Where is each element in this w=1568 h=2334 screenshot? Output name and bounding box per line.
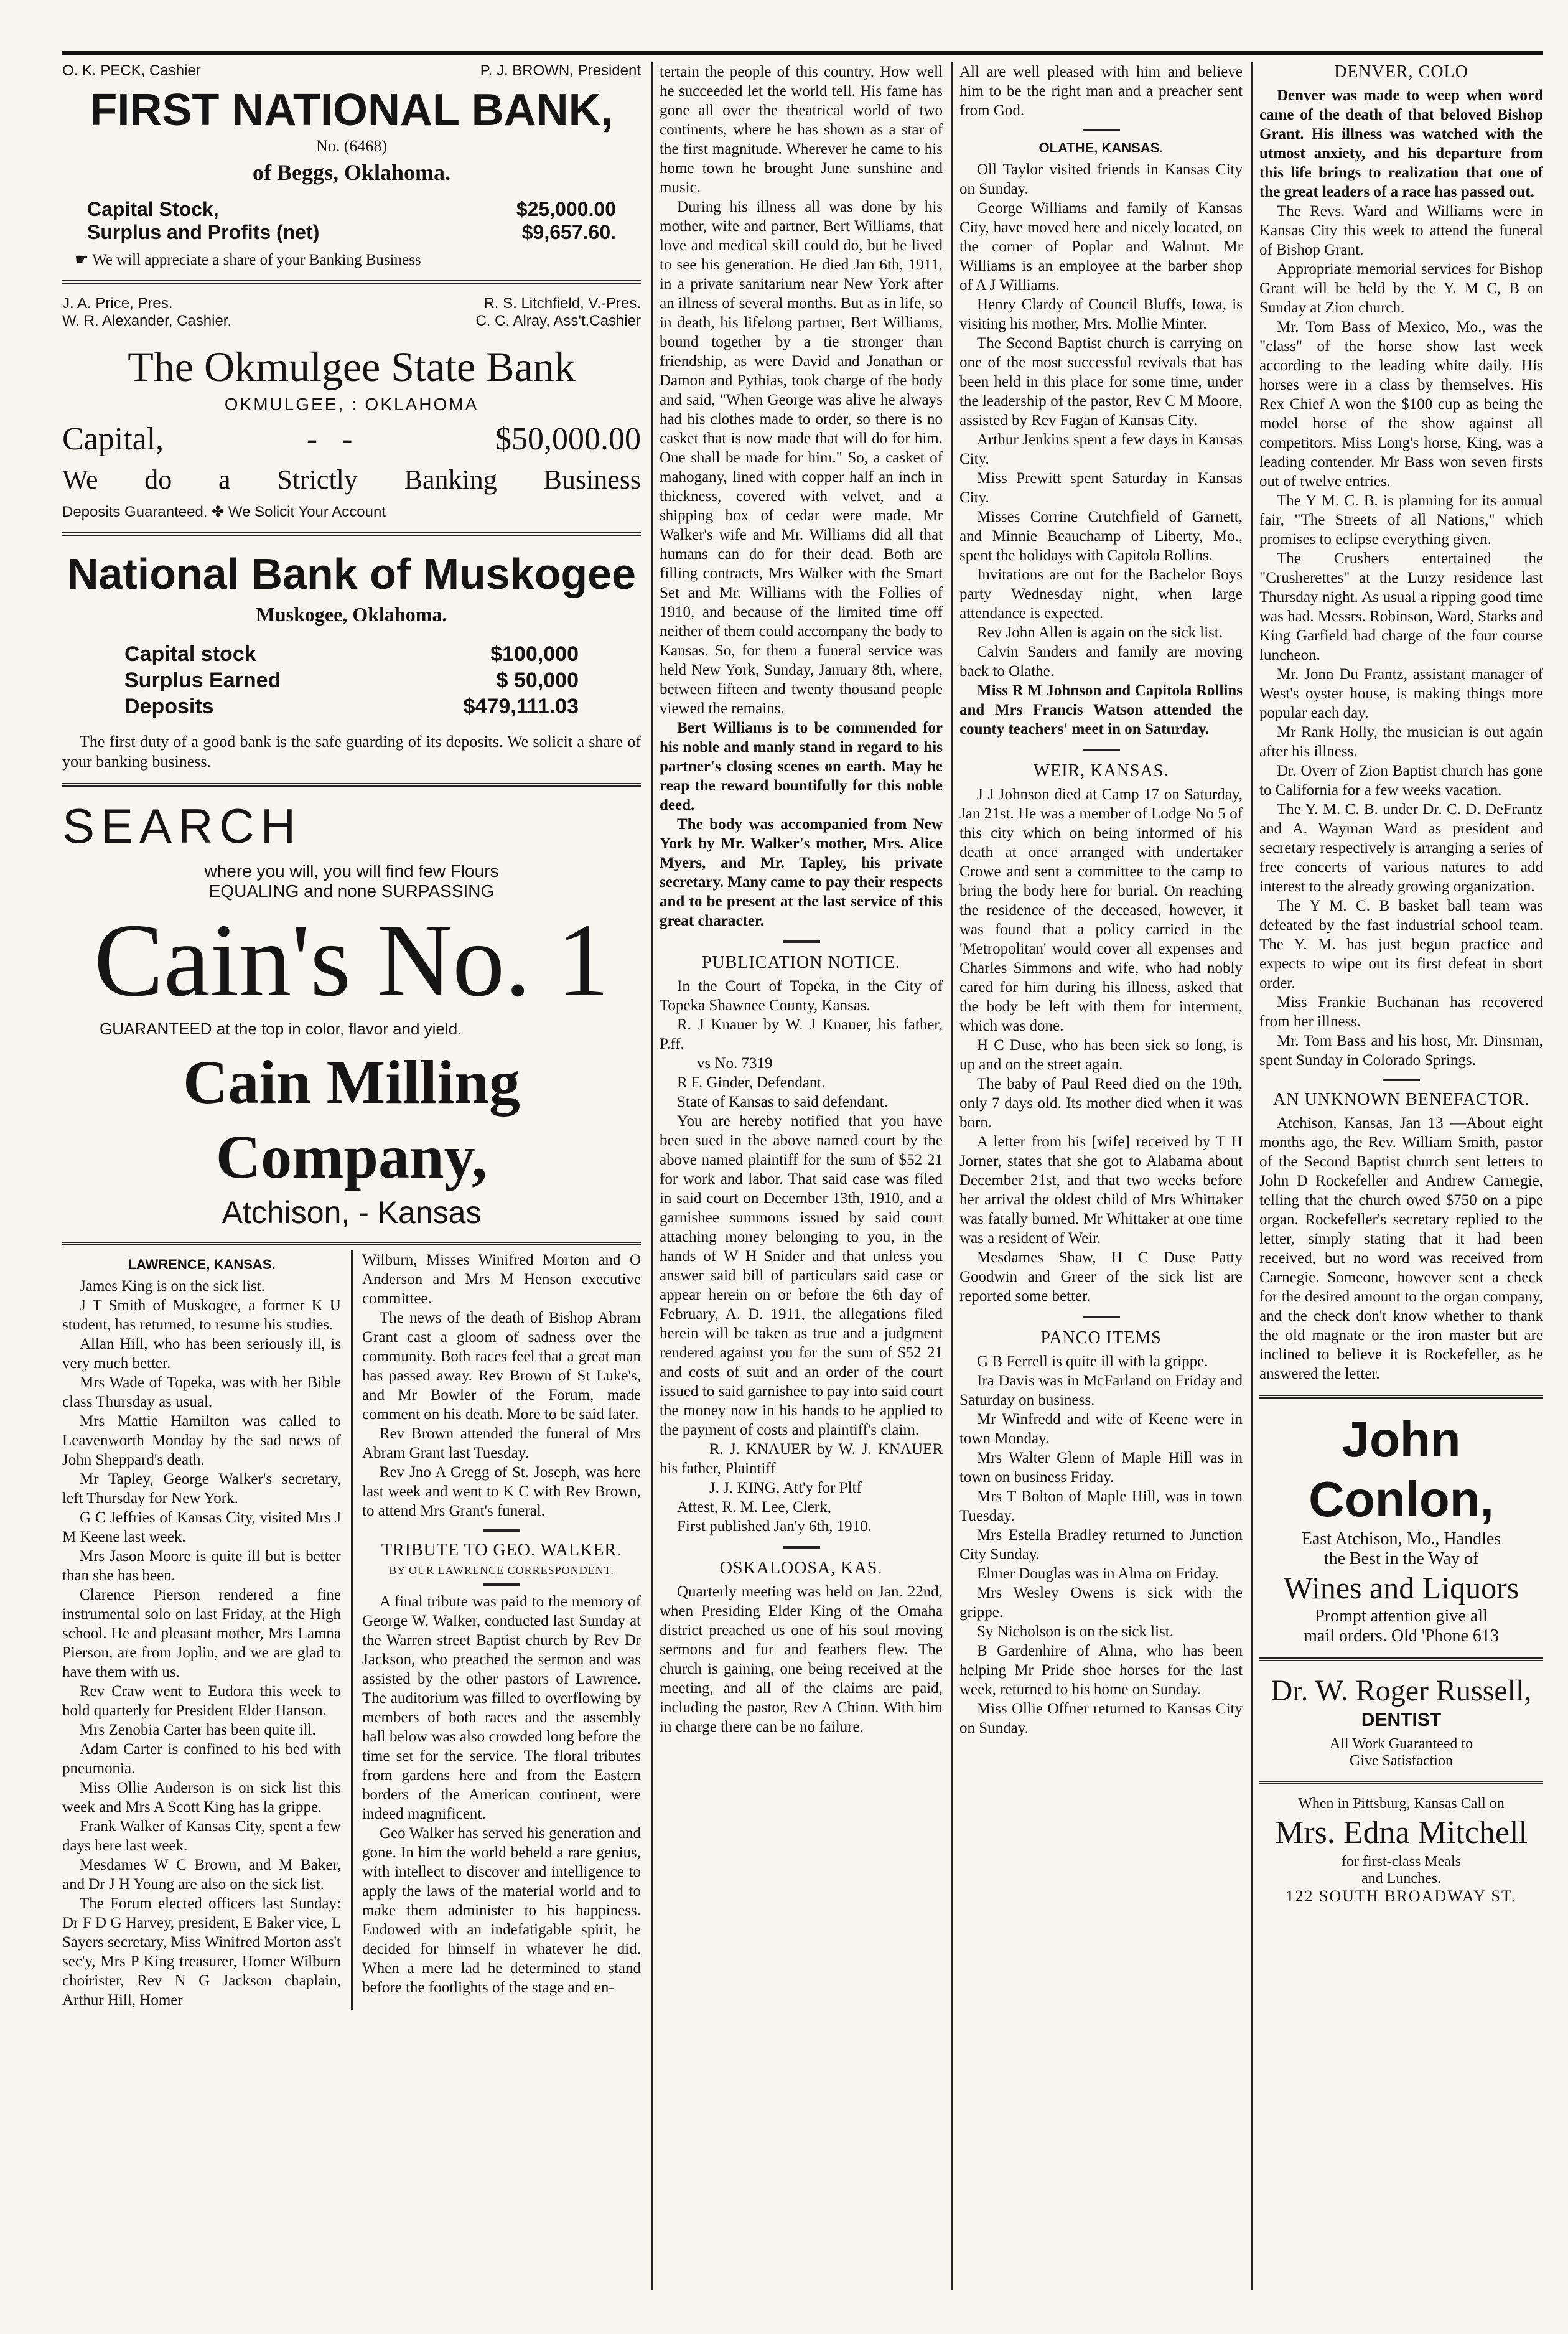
cain-city: Atchison, - Kansas <box>222 1195 482 1230</box>
charter-number: No. (6468) <box>315 137 388 155</box>
news-item: Mrs Zenobia Carter has been quite ill. <box>80 1722 316 1738</box>
notice-line: J. J. KING, Att'y for Pltf <box>709 1479 862 1496</box>
banking-note: We will appreciate a share of your Banking Business <box>92 251 421 268</box>
surplus-label: Surplus and Profits (net) <box>87 221 320 243</box>
unknown-benefactor-heading: AN UNKNOWN BENEFACTOR. <box>1272 1090 1530 1109</box>
divider <box>62 280 641 284</box>
weir-heading: WEIR, KANSAS. <box>1033 761 1169 780</box>
column-divider <box>351 1250 353 2010</box>
divider <box>1259 1781 1543 1784</box>
news-item: Elmer Douglas was in Alma on Friday. <box>977 1565 1220 1582</box>
news-item: All are well pleased with him and believe him to be the right man and a preacher sent from God. <box>959 63 1243 119</box>
news-item: Mr Rank Holly, the musician is out again after his illness. <box>1259 724 1543 760</box>
news-item: Mrs Mattie Hamilton was called to Leavenworth Monday by the sad news of John Sheppard's death. <box>62 1413 341 1468</box>
okmulgee-capital-value: $50,000.00 <box>495 421 641 457</box>
news-item: Mr. Tom Bass and his host, Mr. Dinsman, spent Sunday in Colorado Springs. <box>1259 1033 1543 1069</box>
john-conlon-ad <box>1259 1410 1543 1646</box>
news-item: The baby of Paul Reed died on the 19th, only 7 days old. Its mother died when it was born. <box>959 1076 1243 1131</box>
newspaper-page <box>62 44 1543 2309</box>
short-rule <box>783 940 820 943</box>
oskaloosa-heading: OSKALOOSA, KAS. <box>719 1558 883 1578</box>
search-heading: SEARCH <box>62 799 302 853</box>
news-item: The news of the death of Bishop Abram Grant cast a gloom of sadness over the community. Both races feel that a great man has passed away. Rev Brown of St Luke's, and Mr Bowler of the Forum, made comment on his death. More to be said later. <box>362 1310 641 1423</box>
news-item: Wilburn, Misses Winifred Morton and O Anderson and Mrs M Henson executive committee. <box>362 1252 641 1307</box>
russell-name: Dr. W. Roger Russell, <box>1271 1674 1532 1707</box>
news-item: Sy Nicholson is on the sick list. <box>977 1623 1174 1640</box>
conlon-name: John Conlon, <box>1309 1412 1494 1527</box>
news-item: The Y M. C. B basket ball team was defeated by the fast industrial school team. The Y. M. has just begun practice and expects to wipe out its first defeat in short order. <box>1259 898 1543 991</box>
news-item: Mrs Estella Bradley returned to Junction City Sunday. <box>959 1527 1243 1563</box>
tribute-paragraph: tertain the people of this country. How well he succeeded let the world tell. His fame has gone all over the theatrical world of two continents, where he has shown as a star of the first magnitude. Wherever he came to his home town he brought June sunshine and music. <box>660 63 943 196</box>
officer-cashier: W. R. Alexander, Cashier. <box>62 312 232 329</box>
tribute-paragraph: A final tribute was paid to the memory of George W. Walker, conducted last Sunday at the Warren street Baptist church by Rev Dr Jackson, who preached the sermon and was assisted by the other pastors of Lawrence. The auditorium was filled to overflowing by members of both races and the assembly hall below was also crowded long before the time set for the service. The floral tributes from gardens here and from the Eastern borders of the American continent, were indeed magnificent. <box>362 1593 641 1822</box>
tribute-paragraph: Bert Williams is to be commended for his noble and manly stand in regard to his partner's closing scenes on earth. May he reap the reward bountifully for this noble deed. <box>660 719 943 813</box>
news-item: G B Ferrell is quite ill with la grippe. <box>977 1353 1208 1370</box>
news-item: Mrs Walter Glenn of Maple Hill was in town on business Friday. <box>959 1450 1243 1486</box>
divider <box>1259 1657 1543 1661</box>
tribute-subheading: BY OUR LAWRENCE CORRESPONDENT. <box>389 1564 614 1577</box>
muskogee-location: Muskogee, Oklahoma. <box>256 603 447 626</box>
notice-line: Attest, R. M. Lee, Clerk, <box>677 1499 831 1516</box>
surplus-earned-label: Surplus Earned <box>124 668 281 692</box>
notice-line: You are hereby notified that you have been sued in the above named court by the above named plaintiff for the sum of $52 21 for work and labor. That said case was filed in said court on December 13th, 1910, and a garnishee summons issued by said court attaching money belonging to you, in the hands of W H Snider and that unless you answer said bill of particulars said case or appear herein on or before the 6th day of February, A. D. 1911, the allegations filed herein will be taken as true and a judgment rendered against you for the sum of $52 21 and costs of suit and an order of the court issued to said garnishee to pay into said court the money now in his hands to be applied to the payment of costs and plaintiff's claim. <box>660 1113 943 1438</box>
bank-location: of Beggs, Oklahoma. <box>252 160 451 185</box>
news-item: H C Duse, who has been sick so long, is up and on the street again. <box>959 1037 1243 1073</box>
russell-line-2: Give Satisfaction <box>1350 1753 1453 1769</box>
okmulgee-bank-ad: J. A. Price, Pres. R. S. Litchfield, V.-Pres. W. R. Alexander, Cashier. C. C. Alray, Ass't.Cashier The Okmulgee State Bank OKMULGEE, : OKLAHOMA Capital, - - $50,000.00 We do a Strictly Banking Business Deposits Guaranteed. ✤ We Solicit Your Account <box>62 295 641 520</box>
okmulgee-footer: Deposits Guaranteed. ✤ We Solicit Your Account <box>62 504 386 520</box>
notice-heading: PUBLICATION NOTICE. <box>701 953 901 972</box>
news-item: Miss Ollie Anderson is on sick list this week and Mrs A Scott King has la grippe. <box>62 1779 341 1816</box>
news-item: Ira Davis was in McFarland on Friday and Saturday on business. <box>959 1372 1243 1408</box>
news-item: The Forum elected officers last Sunday: Dr F D G Harvey, president, E Baker vice, L Sayers secretary, Miss Winifred Morton ass't sec'y, Mrs P King treasurer, Homer Wilburn choirister, Rev N G Jackson chaplain, Arthur Hill, Homer <box>62 1895 341 2008</box>
okmulgee-capital-label: Capital, <box>62 421 164 457</box>
cain-line-2: EQUALING and none SURPASSING <box>208 881 495 901</box>
short-rule <box>483 1529 520 1532</box>
notice-line: R F. Ginder, Defendant. <box>677 1074 826 1091</box>
news-item: The Y M. C. B. is planning for its annual fair, "The Streets of all Nations," which promises to eclipse everything given. <box>1259 492 1543 548</box>
ad-column <box>62 62 641 2303</box>
conlon-line-2: the Best in the Way of <box>1323 1549 1479 1568</box>
news-item: Atchison, Kansas, Jan 13 —About eight months ago, the Rev. William Smith, pastor of the Second Baptist church sent letters to John D Rockefeller and Andrew Carnegie, telling that the church owed $750 on a pipe organ. Rockefeller's secretary replied to the letter, simply stating that it had been received, but no word was received from Carnegie. Someone, however sent a check for the desired amount to the organ company, and the check don't know whether to thank the old magnate or the iron master but are inclined to believe it is Rockefeller, as he answered the letter. <box>1259 1115 1543 1382</box>
mitchell-line-1: for first-class Meals <box>1342 1854 1461 1870</box>
news-item: Mr. Jonn Du Frantz, assistant manager of West's oyster house, is making things more popular each day. <box>1259 666 1543 721</box>
mitchell-name: Mrs. Edna Mitchell <box>1275 1815 1528 1850</box>
lawrence-column <box>62 1250 341 2010</box>
cain-line-1: where you will, you will find few Flours <box>204 861 499 881</box>
cain-guarantee: GUARANTEED at the top in color, flavor and yield. <box>100 1019 462 1038</box>
notice-line: In the Court of Topeka, in the City of Topeka Shawnee County, Kansas. <box>660 978 943 1014</box>
lawrence-continued-column <box>362 1250 641 2010</box>
tribute-paragraph: The body was accompanied from New York by Mr. Walker's mother, Mrs. Alice Myers, and Mr. Tapley, his private secretary. Many came to pay their respects and to be present at the last service of this great character. <box>660 816 943 929</box>
short-rule <box>1383 1079 1420 1081</box>
bank-title: FIRST NATIONAL BANK, <box>90 85 614 135</box>
muskogee-title: National Bank of Muskogee <box>67 550 637 598</box>
news-item: The Crushers entertained the "Crusherettes" at the Lurzy residence last Thursday night. As usual a ripping good time was had. Messrs. Robinson, Ward, Starks and King Garfield had charge of the four course luncheon. <box>1259 550 1543 663</box>
officer-assistant-cashier: C. C. Alray, Ass't.Cashier <box>475 312 641 329</box>
short-rule <box>1083 749 1120 751</box>
news-item: Oll Taylor visited friends in Kansas City on Sunday. <box>959 161 1243 197</box>
news-item: Misses Corrine Crutchfield of Garnett, and Minnie Beauchamp of Liberty, Mo., spent the holidays with Capitola Rollins. <box>959 509 1243 564</box>
lawrence-heading: LAWRENCE, KANSAS. <box>128 1257 276 1272</box>
tribute-paragraph: Geo Walker has served his generation and gone. In him the world beheld a rare genius, with intellect to discover and intelligence to apply the laws of the material world and to make them administer to his happiness. Endowed with an indefatigable spirit, he decided for himself in whatever he did. When a mere lad he determined to stand before the footlights of the stage and en- <box>362 1825 641 1996</box>
officer-president: J. A. Price, Pres. <box>62 295 173 312</box>
news-item: Frank Walker of Kansas City, spent a few days here last week. <box>62 1818 341 1854</box>
news-item: B Gardenhire of Alma, who has been helping Mr Pride shoe horses for the last week, returned to his home on Sunday. <box>959 1643 1243 1698</box>
mrs-mitchell-ad <box>1259 1796 1543 1906</box>
deposits-value: $479,111.03 <box>463 695 579 718</box>
short-rule <box>1083 1316 1120 1318</box>
divider <box>62 532 641 536</box>
tribute-heading: TRIBUTE TO GEO. WALKER. <box>381 1540 622 1560</box>
okmulgee-location: OKMULGEE, : OKLAHOMA <box>224 395 479 414</box>
conlon-line-1: East Atchison, Mo., Handles <box>1301 1529 1501 1549</box>
notice-line: State of Kansas to said defendant. <box>677 1094 888 1110</box>
news-item: The Y. M. C. B. under Dr. C. D. DeFrantz and A. Wayman Ward as president and secretary respectively is arranging a series of free concerts of various natures to add interest to the already growing organization. <box>1259 801 1543 895</box>
cain-brand: Cain's No. 1 <box>93 902 610 1018</box>
conlon-line-3: Wines and Liquors <box>1283 1570 1519 1605</box>
olathe-heading: OLATHE, KANSAS. <box>1038 140 1164 156</box>
news-item: The Revs. Ward and Williams were in Kansas City this week to attend the funeral of Bishop Grant. <box>1259 203 1543 258</box>
russell-title: DENTIST <box>1361 1710 1442 1730</box>
divider <box>62 1242 641 1245</box>
news-item: J J Johnson died at Camp 17 on Saturday, Jan 21st. He was a member of Lodge No 5 of this city which on being informed of his death at once arranged with undertaker Crowe and sent a committee to the camp to bring the body here for burial. On reaching the residence of the deceased, however, it was found that a policy carried in the 'Metropolitan' would cover all expenses and Charles Simmons and wife, who had nobly cared for him during his illness, asked that the body be left with them for interment, which was done. <box>959 786 1243 1034</box>
notice-line: First published Jan'y 6th, 1910. <box>677 1518 872 1535</box>
news-item: Miss R M Johnson and Capitola Rollins and Mrs Francis Watson attended the county teachers' meet in on Saturday. <box>959 682 1243 738</box>
news-item: George Williams and family of Kansas City, have moved here and nicely located, on the corner of Poplar and Walnut. Mr Williams is an employee at the barber shop of A J Williams. <box>959 200 1243 294</box>
news-item: Miss Ollie Offner returned to Kansas City on Sunday. <box>959 1700 1243 1736</box>
short-rule <box>483 1583 520 1586</box>
okmulgee-motto: We do a Strictly Banking Business <box>62 464 641 495</box>
news-item: Denver was made to weep when word came of the death of that beloved Bishop Grant. His illness was watched with the utmost anxiety, and his departure from this life brings to realization that one of the great leaders of a race has passed out. <box>1259 87 1543 200</box>
top-rule <box>62 51 1543 55</box>
news-item: Rev Jno A Gregg of St. Joseph, was here last week and went to K C with Rev Brown, to attend Mrs Grant's funeral. <box>362 1464 641 1519</box>
news-item: Mrs T Bolton of Maple Hill, was in town Tuesday. <box>959 1488 1243 1524</box>
muskogee-figures <box>62 641 641 719</box>
muskogee-note: The first duty of a good bank is the safe guarding of its deposits. We solicit a share of your banking business. <box>62 733 641 771</box>
conlon-line-5: mail orders. Old 'Phone 613 <box>1304 1626 1499 1646</box>
tribute-continued-column <box>660 62 943 2303</box>
notice-line: R. J. KNAUER by W. J. KNAUER his father, Plaintiff <box>660 1441 943 1477</box>
news-item: J T Smith of Muskogee, a former K U student, has returned, to resume his studies. <box>62 1297 341 1333</box>
news-item: Mrs Jason Moore is quite ill but is better than she has been. <box>62 1548 341 1584</box>
officer-vice-president: R. S. Litchfield, V.-Pres. <box>483 295 641 312</box>
news-item: Invitations are out for the Bachelor Boys party Wednesday night, when large attendance is expected. <box>959 566 1243 622</box>
divider <box>62 783 641 787</box>
news-item: Miss Prewitt spent Saturday in Kansas City. <box>959 470 1243 506</box>
news-item: Adam Carter is confined to his bed with pneumonia. <box>62 1741 341 1777</box>
capital-stock-value: $100,000 <box>490 642 579 666</box>
short-rule <box>783 1546 820 1549</box>
news-item: Mrs Wade of Topeka, was with her Bible class Thursday as usual. <box>62 1374 341 1410</box>
denver-heading: DENVER, COLO <box>1334 62 1468 82</box>
column-divider <box>651 62 653 2290</box>
news-item: Rev John Allen is again on the sick list. <box>977 624 1223 641</box>
lawrence-items <box>62 1277 341 2010</box>
capital-value: $25,000.00 <box>516 198 616 220</box>
news-item: James King is on the sick list. <box>80 1278 265 1295</box>
mitchell-intro: When in Pittsburg, Kansas Call on <box>1298 1796 1505 1812</box>
muskogee-bank-ad <box>62 547 641 772</box>
news-item: Rev Brown attended the funeral of Mrs Abram Grant last Tuesday. <box>362 1425 641 1461</box>
notice-line: R. J Knauer by W. J Knauer, his father, P.ff. <box>660 1016 943 1052</box>
column-divider <box>951 62 953 2290</box>
okmulgee-title: The Okmulgee State Bank <box>128 343 576 390</box>
news-item: A letter from his [wife] received by T H Jorner, states that she got to Alabama about December 21st, and that two weeks before her arrival the oldest child of Mrs Whittaker was fatally burned. Mr Whittaker at one time was a resident of Weir. <box>959 1133 1243 1247</box>
news-item: The Second Baptist church is carrying on one of the most successful revivals that has been held in this place for some time, under the leadership of the pastor, Rev C M Moore, assisted by Rev Fagan of Kansas City. <box>959 335 1243 429</box>
short-rule <box>1083 129 1120 131</box>
news-item: Appropriate memorial services for Bishop Grant will be held by the Y. M C, B on Sunday at Zion church. <box>1259 261 1543 316</box>
divider <box>1259 1395 1543 1399</box>
news-item: G C Jeffries of Kansas City, visited Mrs J M Keene last week. <box>62 1509 341 1545</box>
capital-label: Capital Stock, <box>87 198 219 220</box>
capital-stock-label: Capital stock <box>124 642 256 666</box>
news-item: Henry Clardy of Council Bluffs, Iowa, is visiting his mother, Mrs. Mollie Minter. <box>959 296 1243 332</box>
news-item: Mrs Wesley Owens is sick with the grippe. <box>959 1585 1243 1621</box>
news-item: Miss Frankie Buchanan has recovered from her illness. <box>1259 994 1543 1030</box>
denver-column <box>1259 62 1543 2303</box>
surplus-earned-value: $ 50,000 <box>496 668 579 692</box>
mitchell-address: 122 SOUTH BROADWAY ST. <box>1286 1887 1517 1905</box>
russell-line-1: All Work Guaranteed to <box>1329 1736 1473 1752</box>
mitchell-line-2: and Lunches. <box>1361 1870 1441 1886</box>
tribute-paragraph: During his illness all was done by his mother, wife and partner, Bert Williams, that love and medical skill could do, but he lived to see his generation. He died Jan 6th, 1911, in a private sanitarium near New York after an illness of several months. But as in life, so in death, his lifelong partner, Bert Williams, bound together by a tie stronger than friendship, as were David and Jonathan or Damon and Pythias, took charge of the body and said, "When George was alive he always had his clothes made to order, so there is no casket that is now made that will do for him. One shall be made for him." So, a casket of mahogany, lined with copper half an inch in thickness, covered with velvet, and a shipping box of cedar were made. Mr Walker's wife and Mr. Williams did all that humans can do for their dead. Both are filling contracts, Mrs Walker with the Smart Set and Mr. Williams with the Follies of 1910, and because of the limited time off neither of them could accompany the body to Kansas. So, for them a funeral service was held New York, Sunday, January 8th, where, between fifteen and twenty thousand people viewed the remains. <box>660 199 943 717</box>
news-item: Allan Hill, who has been seriously ill, is very much better. <box>62 1336 341 1372</box>
news-item: Mr Tapley, George Walker's secretary, left Thursday for New York. <box>62 1471 341 1507</box>
news-item: Calvin Sanders and family are moving back to Olathe. <box>959 644 1243 680</box>
news-item: Mesdames W C Brown, and M Baker, and Dr J H Young are also on the sick list. <box>62 1857 341 1893</box>
cashier-name: O. K. PECK, Cashier <box>62 62 201 79</box>
news-item: Arthur Jenkins spent a few days in Kansas City. <box>959 431 1243 467</box>
column-divider <box>1251 62 1253 2290</box>
cain-milling-ad <box>62 798 641 1230</box>
news-item: Quarterly meeting was held on Jan. 22nd, when Presiding Elder King of the Omaha district preached us one of his soul moving sermons and fur and feathers flew. The church is gaining, one being received at the meeting, and all of the claims are paid, including the pastor, Rev A Chinn. With him in charge there can be no failure. <box>660 1583 943 1735</box>
president-name: P. J. BROWN, President <box>480 62 641 79</box>
notice-line: vs No. 7319 <box>697 1055 773 1072</box>
cain-company: Cain Milling Company, <box>183 1047 520 1191</box>
news-item: Dr. Overr of Zion Baptist church has gone to California for a few weeks vacation. <box>1259 762 1543 799</box>
local-news-column <box>959 62 1243 2303</box>
news-item: Clarence Pierson rendered a fine instrumental solo on last Friday, at the High school. He and pleasant mother, Mrs Lamna Pierson, are from Joplin, and we are glad to have them with us. <box>62 1586 341 1680</box>
news-item: Mr. Tom Bass of Mexico, Mo., was the "class" of the horse show last week according to the leading white daily. His horses were in a class by themselves. His Rex Chief A won the $100 cup as being the model horse of the show against all competitors. Miss Long's horse, King, was a leading contender. Mr Bass won seven firsts out of twelve entries. <box>1259 319 1543 490</box>
dr-russell-ad <box>1259 1672 1543 1769</box>
panco-heading: PANCO ITEMS <box>1040 1328 1162 1347</box>
surplus-value: $9,657.60. <box>521 221 616 243</box>
conlon-line-4: Prompt attention give all <box>1315 1606 1488 1626</box>
pointing-hand-icon: ☛ <box>75 251 89 268</box>
news-item: Rev Craw went to Eudora this week to hold quarterly for President Elder Hanson. <box>62 1683 341 1719</box>
deposits-label: Deposits <box>124 695 214 718</box>
news-item: Mr Winfredd and wife of Keene were in town Monday. <box>959 1411 1243 1447</box>
news-item: Mesdames Shaw, H C Duse Patty Goodwin and Greer of the sick list are reported some better. <box>959 1249 1243 1305</box>
first-national-bank-ad <box>62 62 641 269</box>
